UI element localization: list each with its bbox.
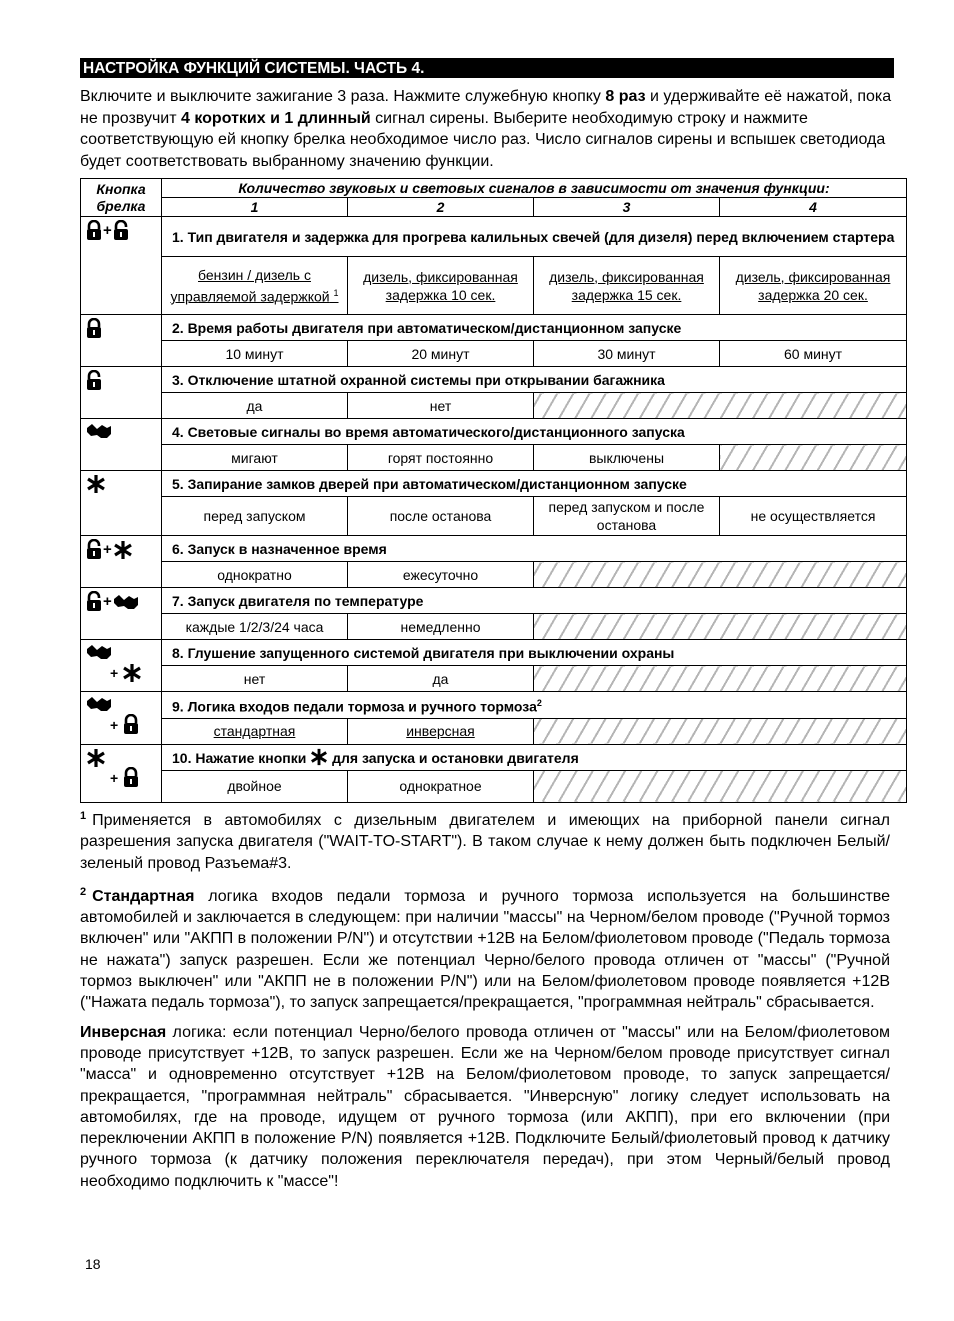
button-combo-4 bbox=[81, 419, 162, 471]
unused-cell bbox=[720, 445, 907, 471]
option-cell: после останова bbox=[348, 497, 534, 536]
option-cell: выключены bbox=[534, 445, 720, 471]
option-cell: нет bbox=[162, 666, 348, 692]
lock-closed-icon bbox=[123, 767, 139, 788]
option-cell: 10 минут bbox=[162, 341, 348, 367]
button-column-header: Кнопка брелка bbox=[81, 179, 162, 217]
footnote-inverse: Инверсная логика: если потенциал Черно/белого провода отличен от "массы" или на Белом/фиолетовом проводе присутствует +12В, то запуск разрешен. Если же на Черном/белом проводе присутствует сигнал "масса" и одновременно отсутствует +12В на Белом/фиолетовом проводе, то запуск запрещается/прекращается, "программная нейтраль" сбрасывается. "Инверсную" логику следует использовать на автомобилях, где на проводе, идущем от ручного тормоза (или АКПП), при его включении (при переключении АКПП в положение P/N) появляется +12В. Подключите Белый/фиолетовый провод к датчику ручного тормоза (к датчику положения переключателя передач), при этом Черный/белый провод необходимо подключить к "массе"! bbox=[80, 1023, 890, 1190]
button-combo-9: + bbox=[81, 692, 162, 745]
unused-cell bbox=[534, 666, 907, 692]
function-2-title: 2. Время работы двигателя при автоматическом/дистанционном запуске bbox=[162, 315, 907, 341]
option-cell: 20 минут bbox=[348, 341, 534, 367]
unused-cell bbox=[534, 562, 907, 588]
car-icon bbox=[86, 422, 112, 439]
function-7-title: 7. Запуск двигателя по температуре bbox=[162, 588, 907, 614]
function-8-title: 8. Глушение запущенного системой двигателя при выключении охраны bbox=[162, 640, 907, 666]
car-icon bbox=[86, 695, 112, 712]
function-9-title: 9. Логика входов педали тормоза и ручного тормоза$^2$ bbox=[162, 692, 907, 719]
button-combo-8: + bbox=[81, 640, 162, 692]
lock-open-icon bbox=[86, 370, 102, 391]
lock-closed-icon bbox=[86, 220, 102, 241]
car-icon bbox=[113, 593, 139, 610]
asterisk-icon bbox=[86, 748, 106, 768]
page-number: 18 bbox=[85, 1256, 101, 1272]
function-6-title: 6. Запуск в назначенное время bbox=[162, 536, 907, 562]
option-cell: немедленно bbox=[348, 614, 534, 640]
button-combo-3 bbox=[81, 367, 162, 419]
option-cell: каждые 1/2/3/24 часа bbox=[162, 614, 348, 640]
asterisk-icon bbox=[122, 663, 142, 683]
option-cell: дизель, фиксированная задержка 20 сек. bbox=[720, 257, 907, 315]
button-combo-1: + bbox=[81, 217, 162, 315]
value-number-3: 3 bbox=[534, 198, 720, 217]
function-4-title: 4. Световые сигналы во время автоматического/дистанционного запуска bbox=[162, 419, 907, 445]
option-cell: да bbox=[162, 393, 348, 419]
unused-cell bbox=[534, 614, 907, 640]
button-combo-2 bbox=[81, 315, 162, 367]
button-combo-5 bbox=[81, 471, 162, 536]
option-cell: ежесуточно bbox=[348, 562, 534, 588]
lock-closed-icon bbox=[123, 714, 139, 735]
function-3-title: 3. Отключение штатной охранной системы при открывании багажника bbox=[162, 367, 907, 393]
lock-open-icon bbox=[113, 220, 129, 241]
option-cell: 60 минут bbox=[720, 341, 907, 367]
function-5-title: 5. Запирание замков дверей при автоматическом/дистанционном запуске bbox=[162, 471, 907, 497]
footnotes bbox=[80, 806, 890, 1200]
function-table bbox=[80, 178, 907, 803]
option-cell: однократное bbox=[348, 770, 534, 802]
option-cell: стандартная bbox=[162, 718, 348, 744]
function-1-title: 1. Тип двигателя и задержка для прогрева калильных свечей (для дизеля) перед включением стартера bbox=[162, 217, 907, 257]
signals-header: Количество звуковых и световых сигналов в зависимости от значения функции: bbox=[162, 179, 907, 198]
lock-open-icon bbox=[86, 591, 102, 612]
lock-closed-icon bbox=[86, 318, 102, 339]
lock-open-icon bbox=[86, 539, 102, 560]
button-combo-7: + bbox=[81, 588, 162, 640]
option-cell: дизель, фиксированная задержка 10 сек. bbox=[348, 257, 534, 315]
value-number-4: 4 bbox=[720, 198, 907, 217]
value-number-1: 1 bbox=[162, 198, 348, 217]
unused-cell bbox=[534, 393, 907, 419]
option-cell: горят постоянно bbox=[348, 445, 534, 471]
option-cell: инверсная bbox=[348, 718, 534, 744]
option-cell: бензин / дизель с управляемой задержкой $^1$ bbox=[162, 257, 348, 315]
option-cell: перед запуском bbox=[162, 497, 348, 536]
page-title: НАСТРОЙКА ФУНКЦИЙ СИСТЕМЫ. ЧАСТЬ 4. bbox=[80, 58, 894, 78]
option-cell: 30 минут bbox=[534, 341, 720, 367]
unused-cell bbox=[534, 718, 907, 744]
asterisk-icon bbox=[310, 748, 328, 766]
option-cell: однократно bbox=[162, 562, 348, 588]
footnote-2: $^2$ Стандартная логика входов педали тормоза и ручного тормоза используется на большинстве автомобилей и заключается в следующем: при наличии "массы" на Черном/белом проводе ("Ручной тормоз включен" или "АКПП в положении P/N") и отсутствии +12В на Белом/фиолетовом проводе ("Педаль тормоза не нажата") запуск разрешен. Если же потенциал Черно/белого провода отличен от "массы" ("Ручной тормоз выключен" или "АКПП не в положении P/N") или на Белом/фиолетовом проводе появляется +12В ("Нажата педаль тормоза"), то запуск запрещается/прекращается, "программная нейтраль" сбрасывается. bbox=[80, 885, 890, 1012]
option-cell: перед запуском и после останова bbox=[534, 497, 720, 536]
asterisk-icon bbox=[86, 474, 106, 494]
footnote-1: $^1$ Применяется в автомобилях с дизельным двигателем и имеющих на приборной панели сигнал разрешения запуска двигателя ("WAIT-TO-START"). В таком случае к нему должен быть подключен Белый/зеленый провод Разъема#3. bbox=[80, 810, 890, 872]
option-cell: двойное bbox=[162, 770, 348, 802]
button-combo-10: + bbox=[81, 744, 162, 802]
unused-cell bbox=[534, 770, 907, 802]
value-number-2: 2 bbox=[348, 198, 534, 217]
option-cell: да bbox=[348, 666, 534, 692]
car-icon bbox=[86, 643, 112, 660]
option-cell: не осуществляется bbox=[720, 497, 907, 536]
function-10-title: 10. Нажатие кнопки для запуска и остановки двигателя bbox=[162, 744, 907, 770]
asterisk-icon bbox=[113, 540, 133, 560]
option-cell: дизель, фиксированная задержка 15 сек. bbox=[534, 257, 720, 315]
option-cell: нет bbox=[348, 393, 534, 419]
intro-paragraph: Включите и выключите зажигание 3 раза. Нажмите служебную кнопку 8 раз и удерживайте её нажатой, пока не прозвучит 4 коротких и 1 длинный сигнал сирены. Выберите необходимую строку и нажмите соответствующую ей кнопку брелка необходимое число раз. Число сигналов сирены и вспышек светодиода будет соответствовать выбранному значению функции. bbox=[80, 88, 892, 170]
button-combo-6: + bbox=[81, 536, 162, 588]
option-cell: мигают bbox=[162, 445, 348, 471]
